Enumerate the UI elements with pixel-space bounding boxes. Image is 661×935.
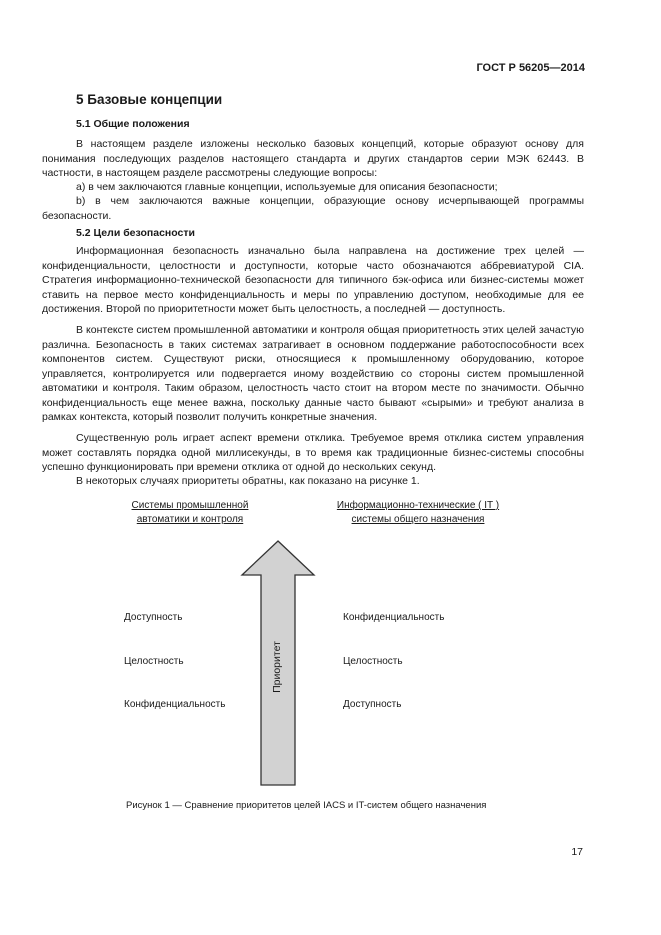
left-title-line-1: Системы промышленной: [131, 500, 249, 511]
paragraph-5-2-1: Информационная безопасность изначально была направлена на достижение трех целей — конфиденциальности, целостности и доступности, которые часто обозначаются аббревиатурой CIA. Стратегия информационно-технической безопасности для типичного бэк-офиса или бизнес-системы может ставить на первое место конфиденциальность и меры по управлению доступом, необходимые для ее достижения. Второй по приоритетности может быть целостность, а последней — доступность.: [42, 245, 584, 315]
paragraph-5-2-3: Существенную роль играет аспект времени отклика. Требуемое время отклика систем управления может составлять порядка одной миллисекунды, в то время как традиционные бизнес-системы способны успешно функционировать при времени отклика от одной до нескольких секунд.: [42, 432, 584, 473]
right-title-line-1: Информационно-технические ( IT ): [336, 500, 500, 511]
right-column-title: [318, 499, 518, 527]
right-item-availability: Доступность: [343, 699, 402, 710]
paragraph-5-2-2: В контексте систем промышленной автоматики и контроля общая приоритетность этих целей зачастую различна. Безопасность в таких системах затрагивает в основном поддержание работоспособности всех компонентов систем. Существуют риски, относящиеся к промышленному оборудованию, которое управляется, контролируется или подвергается иному воздействию со стороны систем промышленной автоматики и контроля. Таким образом, целостность часто стоит на втором месте по значимости. Обычно конфиденциальность еще менее важна, поскольку данные часто бывают «сырыми» и требуют анализа в рамках контекста, который позволит получить конкретные значения.: [42, 324, 584, 423]
page-number: 17: [571, 846, 583, 858]
document-code: ГОСТ Р 56205—2014: [476, 62, 585, 74]
paragraph-5-1-intro: В настоящем разделе изложены несколько базовых концепций, которые образуют основу для понимания последующих разделов настоящего стандарта и других стандартов серии МЭК 62443. В частности, в настоящем разделе рассмотрены следующие вопросы:: [42, 138, 584, 179]
right-item-integrity: Целостность: [343, 656, 403, 667]
left-item-integrity: Целостность: [124, 656, 184, 667]
figure-caption: Рисунок 1 — Сравнение приоритетов целей IACS и IT-систем общего назначения: [126, 800, 487, 811]
left-item-availability: Доступность: [124, 612, 183, 623]
left-title-line-2: автоматики и контроля: [136, 514, 244, 525]
right-item-confidentiality: Конфиденциальность: [343, 612, 445, 623]
arrow-label: Приоритет: [271, 641, 283, 693]
list-item-b: b) в чем заключаются важные концепции, образующие основу исчерпывающей программы безопасности.: [42, 195, 584, 222]
left-item-confidentiality: Конфиденциальность: [124, 699, 226, 710]
paragraph-5-2-4: В некоторых случаях приоритеты обратны, как показано на рисунке 1.: [76, 475, 420, 487]
right-title-line-2: системы общего назначения: [351, 514, 485, 525]
list-item-a: a) в чем заключаются главные концепции, используемые для описания безопасности;: [76, 181, 498, 193]
left-column-title: [110, 499, 270, 527]
subsection-title-5-2: 5.2 Цели безопасности: [76, 227, 195, 239]
section-title: 5 Базовые концепции: [76, 92, 223, 107]
subsection-title-5-1: 5.1 Общие положения: [76, 118, 190, 130]
figure-priorities: [0, 495, 661, 815]
